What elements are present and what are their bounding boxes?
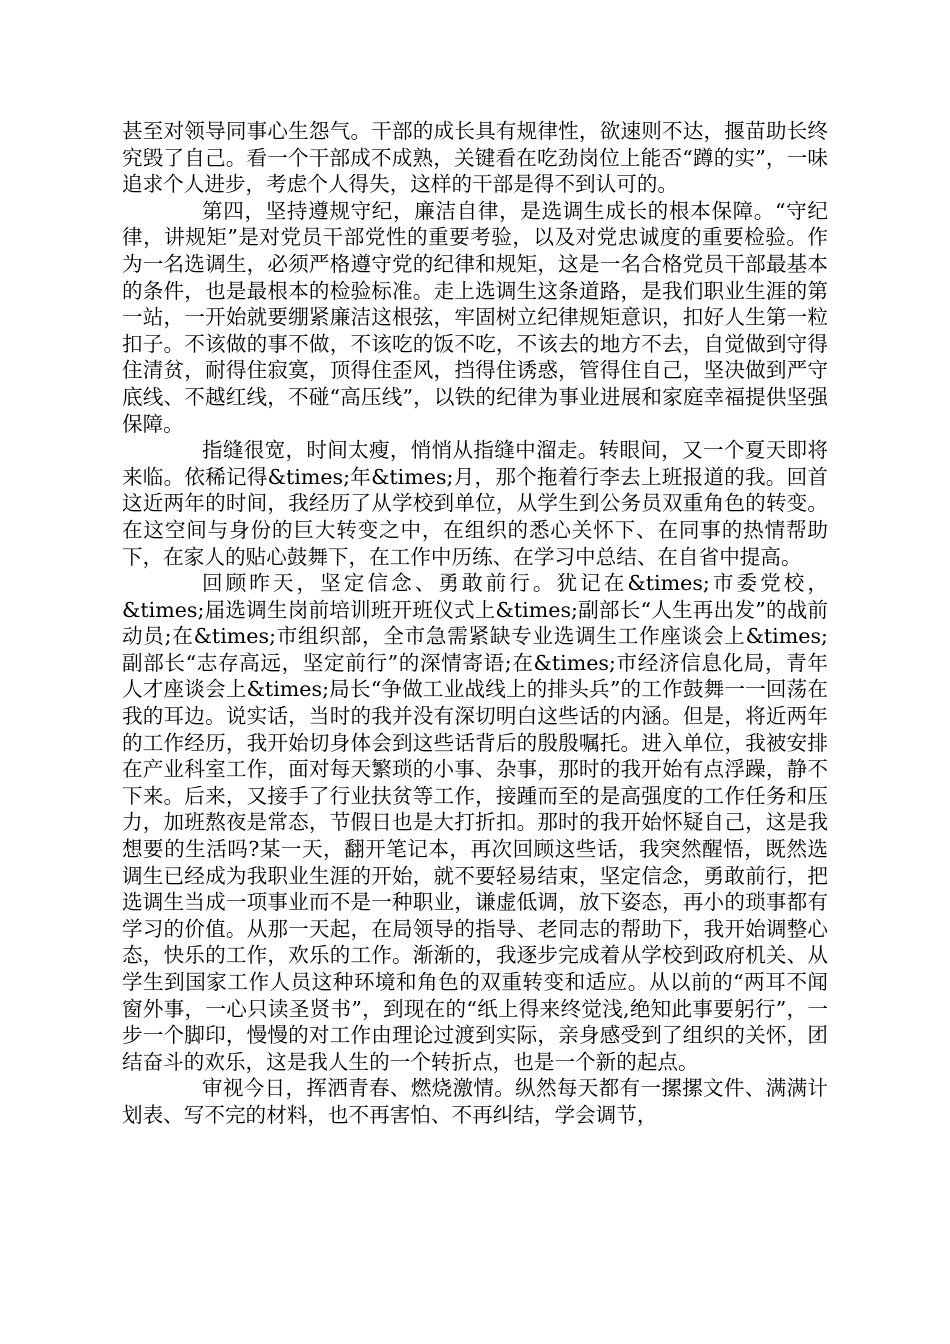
paragraph-5: 审视今日，挥洒青春、燃烧激情。纵然每天都有一摞摞文件、满满计划表、写不完的材料，也不再害怕、不再纠结，学会调节， <box>122 1076 828 1127</box>
paragraph-2: 第四，坚持遵规守纪，廉洁自律，是选调生成长的根本保障。“守纪律，讲规矩”是对党员干部党性的重要考验，以及对党忠诚度的重要检验。作为一名选调生，必须严格遵守党的纪律和规矩，这是一名合格党员干部最基本的条件，也是最根本的检验标准。走上选调生这条道路，是我们职业生涯的第一站，一开始就要绷紧廉洁这根弦，牢固树立纪律规矩意识，扣好人生第一粒扣子。不该做的事不做，不该吃的饭不吃，不该去的地方不去，自觉做到守得住清贫，耐得住寂寞，顶得住歪风，挡得住诱惑，管得住自己，坚决做到严守底线、不越红线，不碰“高压线”，以铁的纪律为事业进展和家庭幸福提供坚强保障。 <box>122 198 828 436</box>
paragraph-3: 指缝很宽，时间太瘦，悄悄从指缝中溜走。转眼间，又一个夏天即将来临。依稀记得&times;年&times;月，那个拖着行李去上班报道的我。回首这近两年的时间，我经历了从学校到单位，从学生到公务员双重角色的转变。在这空间与身份的巨大转变之中，在组织的悉心关怀下、在同事的热情帮助下，在家人的贴心鼓舞下，在工作中历练、在学习中总结、在自省中提高。 <box>122 438 828 569</box>
paragraph-1: 甚至对领导同事心生怨气。干部的成长具有规律性，欲速则不达，揠苗助长终究毁了自己。看一个干部成不成熟，关键看在吃劲岗位上能否“蹲的实”，一味追求个人进步，考虑个人得失，这样的干部是得不到认可的。 <box>122 119 828 197</box>
document-body <box>122 118 828 1129</box>
paragraph-4: 回顾昨天，坚定信念、勇敢前行。犹记在&times;市委党校，&times;届选调生岗前培训班开班仪式上&times;副部长“人生再出发”的战前动员;在&times;市组织部，全市急需紧缺专业选调生工作座谈会上&times;副部长“志存高远，坚定前行”的深情寄语;在&times;市经济信息化局，青年人才座谈会上&times;局长“争做工业战线上的排头兵”的工作鼓舞一一回荡在我的耳边。说实话，当时的我并没有深切明白这些话的内涵。但是，将近两年的工作经历，我开始切身体会到这些话背后的殷殷嘱托。进入单位，我被安排在产业科室工作，面对每天繁琐的小事、杂事，那时的我开始有点浮躁，静不下来。后来，又接手了行业扶贫等工作，接踵而至的是高强度的工作任务和压力，加班熬夜是常态，节假日也是大打折扣。那时的我开始怀疑自己，这是我想要的生活吗?某一天，翻开笔记本，再次回顾这些话，我突然醒悟，既然选调生已经成为我职业生涯的开始，就不要轻易结束，坚定信念，勇敢前行，把选调生当成一项事业而不是一种职业，谦虚低调，放下姿态，再小的琐事都有学习的价值。从那一天起，在局领导的指导、老同志的帮助下，我开始调整心态，快乐的工作，欢乐的工作。渐渐的，我逐步完成着从学校到政府机关、从学生到国家工作人员这种环境和角色的双重转变和适应。从以前的“两耳不闻窗外事，一心只读圣贤书”，到现在的“纸上得来终觉浅,绝知此事要躬行”，一步一个脚印，慢慢的对工作由理论过渡到实际，亲身感受到了组织的关怀，团结奋斗的欢乐，这是我人生的一个转折点，也是一个新的起点。 <box>122 571 828 1074</box>
